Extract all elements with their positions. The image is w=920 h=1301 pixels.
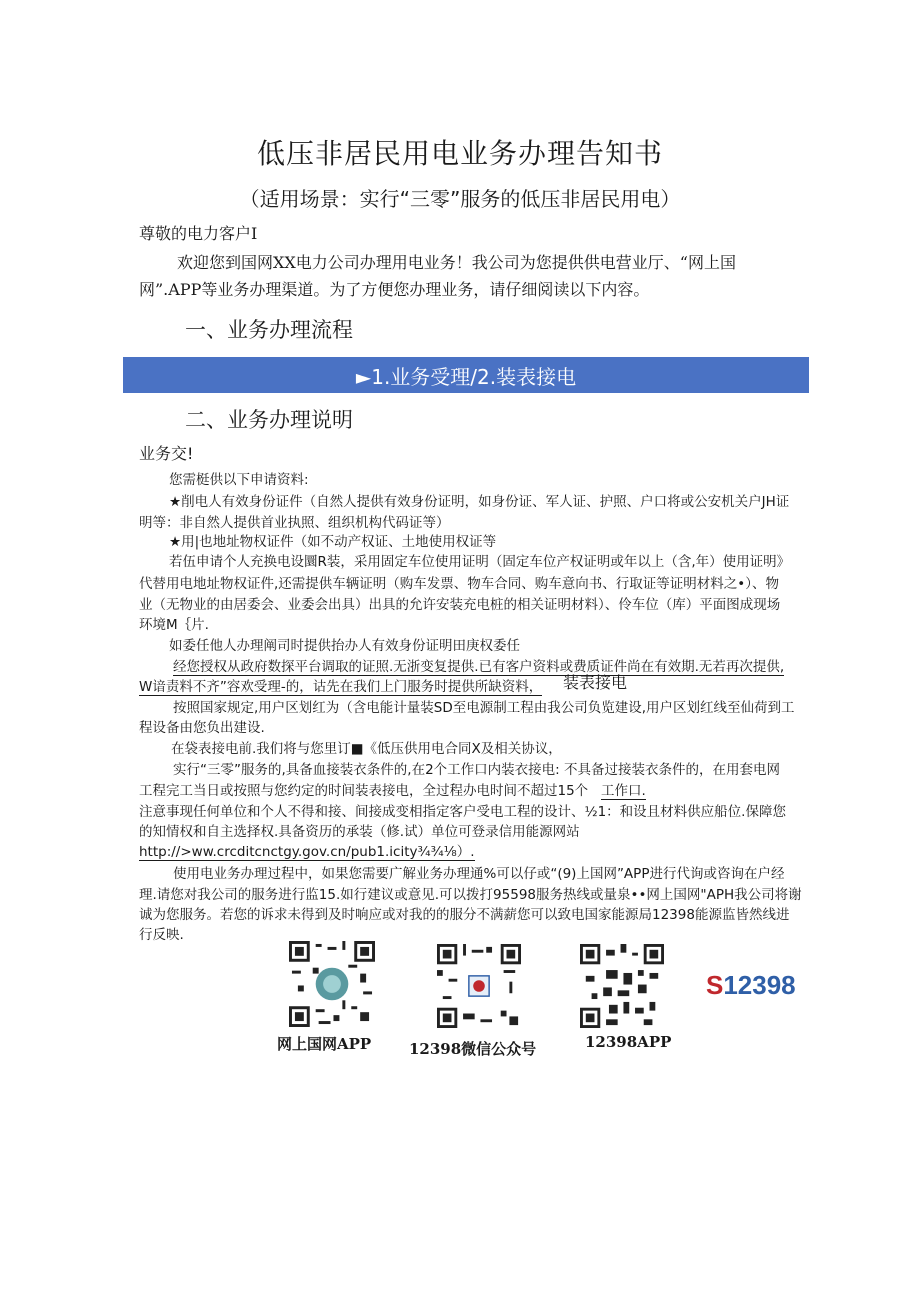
section-heading-process: 一、业务办理流程 [185,318,353,342]
body-line: 经您授权从政府数探平台调取的证照.无浙变复提供.已有客户资料或费质证件尚在有效期.无若再次提供, [173,655,784,676]
body-line: 实行“三零”服务的,具备血接装衣条件的,在2个工作口内装衣接电: 不具备过接装衣条件的，在用套电网 [173,762,780,778]
body-line: 业（无物业的由居委会、业委会出具）出具的允许安装充电桩的相关证明材料）、伶车位（库）平面图成现场 [139,597,781,613]
process-banner: ►1.业务受理/2.装表接电 [123,357,809,393]
body-line: 代替用电地址物权证件,还需提供车辆证明（购车发票、物车合同、购车意向书、行取证等证明材料之•）、物 [139,576,780,592]
sub-heading: 业务交! [139,444,194,463]
body-line: ★用|也地址物权证件（如不动产权证、土地使用权证等 [169,534,497,550]
body-line: 程设备由您负出建设. [139,720,265,736]
intro-line-2: 网”.APP等业务办理渠道。为了方便您办理业务，请仔细阅读以下内容。 [139,280,650,299]
qr-code-12398-app [580,944,664,1028]
qr-label-app: 网上国网APP [277,1035,372,1053]
body-line: 行反映. [139,927,184,943]
body-line: ★削电人有效身份证件（自然人提供有效身份证明，如身份证、军人证、护照、户口将或公安机关户JH证 [169,494,790,510]
body-line: 在袋表接电前.我们将与您里订■《低压供用电合同X及相关协议， [171,741,562,757]
logo-12398 [706,970,796,1001]
body-line: 注意事现任何单位和个人不得和接、间接成变相指定客户受电工程的设计、½1：和设且材料供应船位.保障您 [139,804,786,820]
document-subtitle: （适用场景：实行“三零”服务的低压非居民用电） [239,187,681,211]
body-line: 诚为您服务。若您的诉求未得到及时响应或对我的的服分不满薪您可以致电国家能源局12398能源监皆然线进 [139,907,790,923]
website-link[interactable]: http://>ww.crcditcnctgy.gov.cn/pub1.icity¾¾⅛）. [139,840,475,861]
qr-code-wechat [437,944,521,1028]
intro-line-1: 欢迎您到国网XX电力公司办理用电业务！我公司为您提供供电营业厅、“网上国 [177,253,736,272]
body-line: 明等：非自然人提供首业执照、组织机构代码证等） [139,515,450,531]
logo-s-letter: S [706,970,724,1000]
body-line: 理.请您对我公司的服务进行监15.如行建议或意见.可以拨打95598服务热线或量泉••网上国网"APH我公司将谢 [139,887,802,903]
greeting: 尊敬的电力客户I [139,224,258,243]
body-line: 使用电业务办理过程中，如果您需要广解业务办理通%可以仔或“(9)上国网”APP进行代询或咨询在户经 [173,866,785,882]
logo-number: 12398 [723,970,796,1000]
body-line: W谙责料不齐”容欢受理-的，诂先在我们上门服务时提供所缺资料， [139,675,542,696]
body-line: 若伍申请个人充换电设圜R装，采用固定车位使用证明（固定车位产权证明或年以上（含,年）使用证明》 [169,554,791,570]
section-heading-explain: 二、业务办理说明 [185,408,353,432]
body-line: 的知情权和自主选择权.具备资历的承装（修.试）单位可登录信用能源网站 [139,824,580,840]
body-line: 环境M｛片. [139,617,209,633]
body-line: 如委任他人办理阐司时提供抬办人有效身份证明田庚权委任 [169,638,520,654]
body-line: 按照国家规定,用户区划红为（含电能计量装SD至电源制工程由我公司负览建设,用户区划红线至仙荷到工 [173,700,795,716]
sub-heading-install: 装表接电 [563,673,628,692]
qr-label-wechat: 12398微信公众号 [409,1040,537,1058]
qr-label-12398-app: 12398APP [585,1033,672,1051]
document-title: 低压非居民用电业务办理告知书 [256,137,663,170]
body-line: 工作口. [601,779,646,800]
body-line: 您需梃供以下申请资料: [169,472,309,488]
qr-code-app [289,941,375,1027]
body-line: 工程完工当日或按照与您约定的时间装表接电，全过程办电时间不超过15个 [139,783,589,799]
